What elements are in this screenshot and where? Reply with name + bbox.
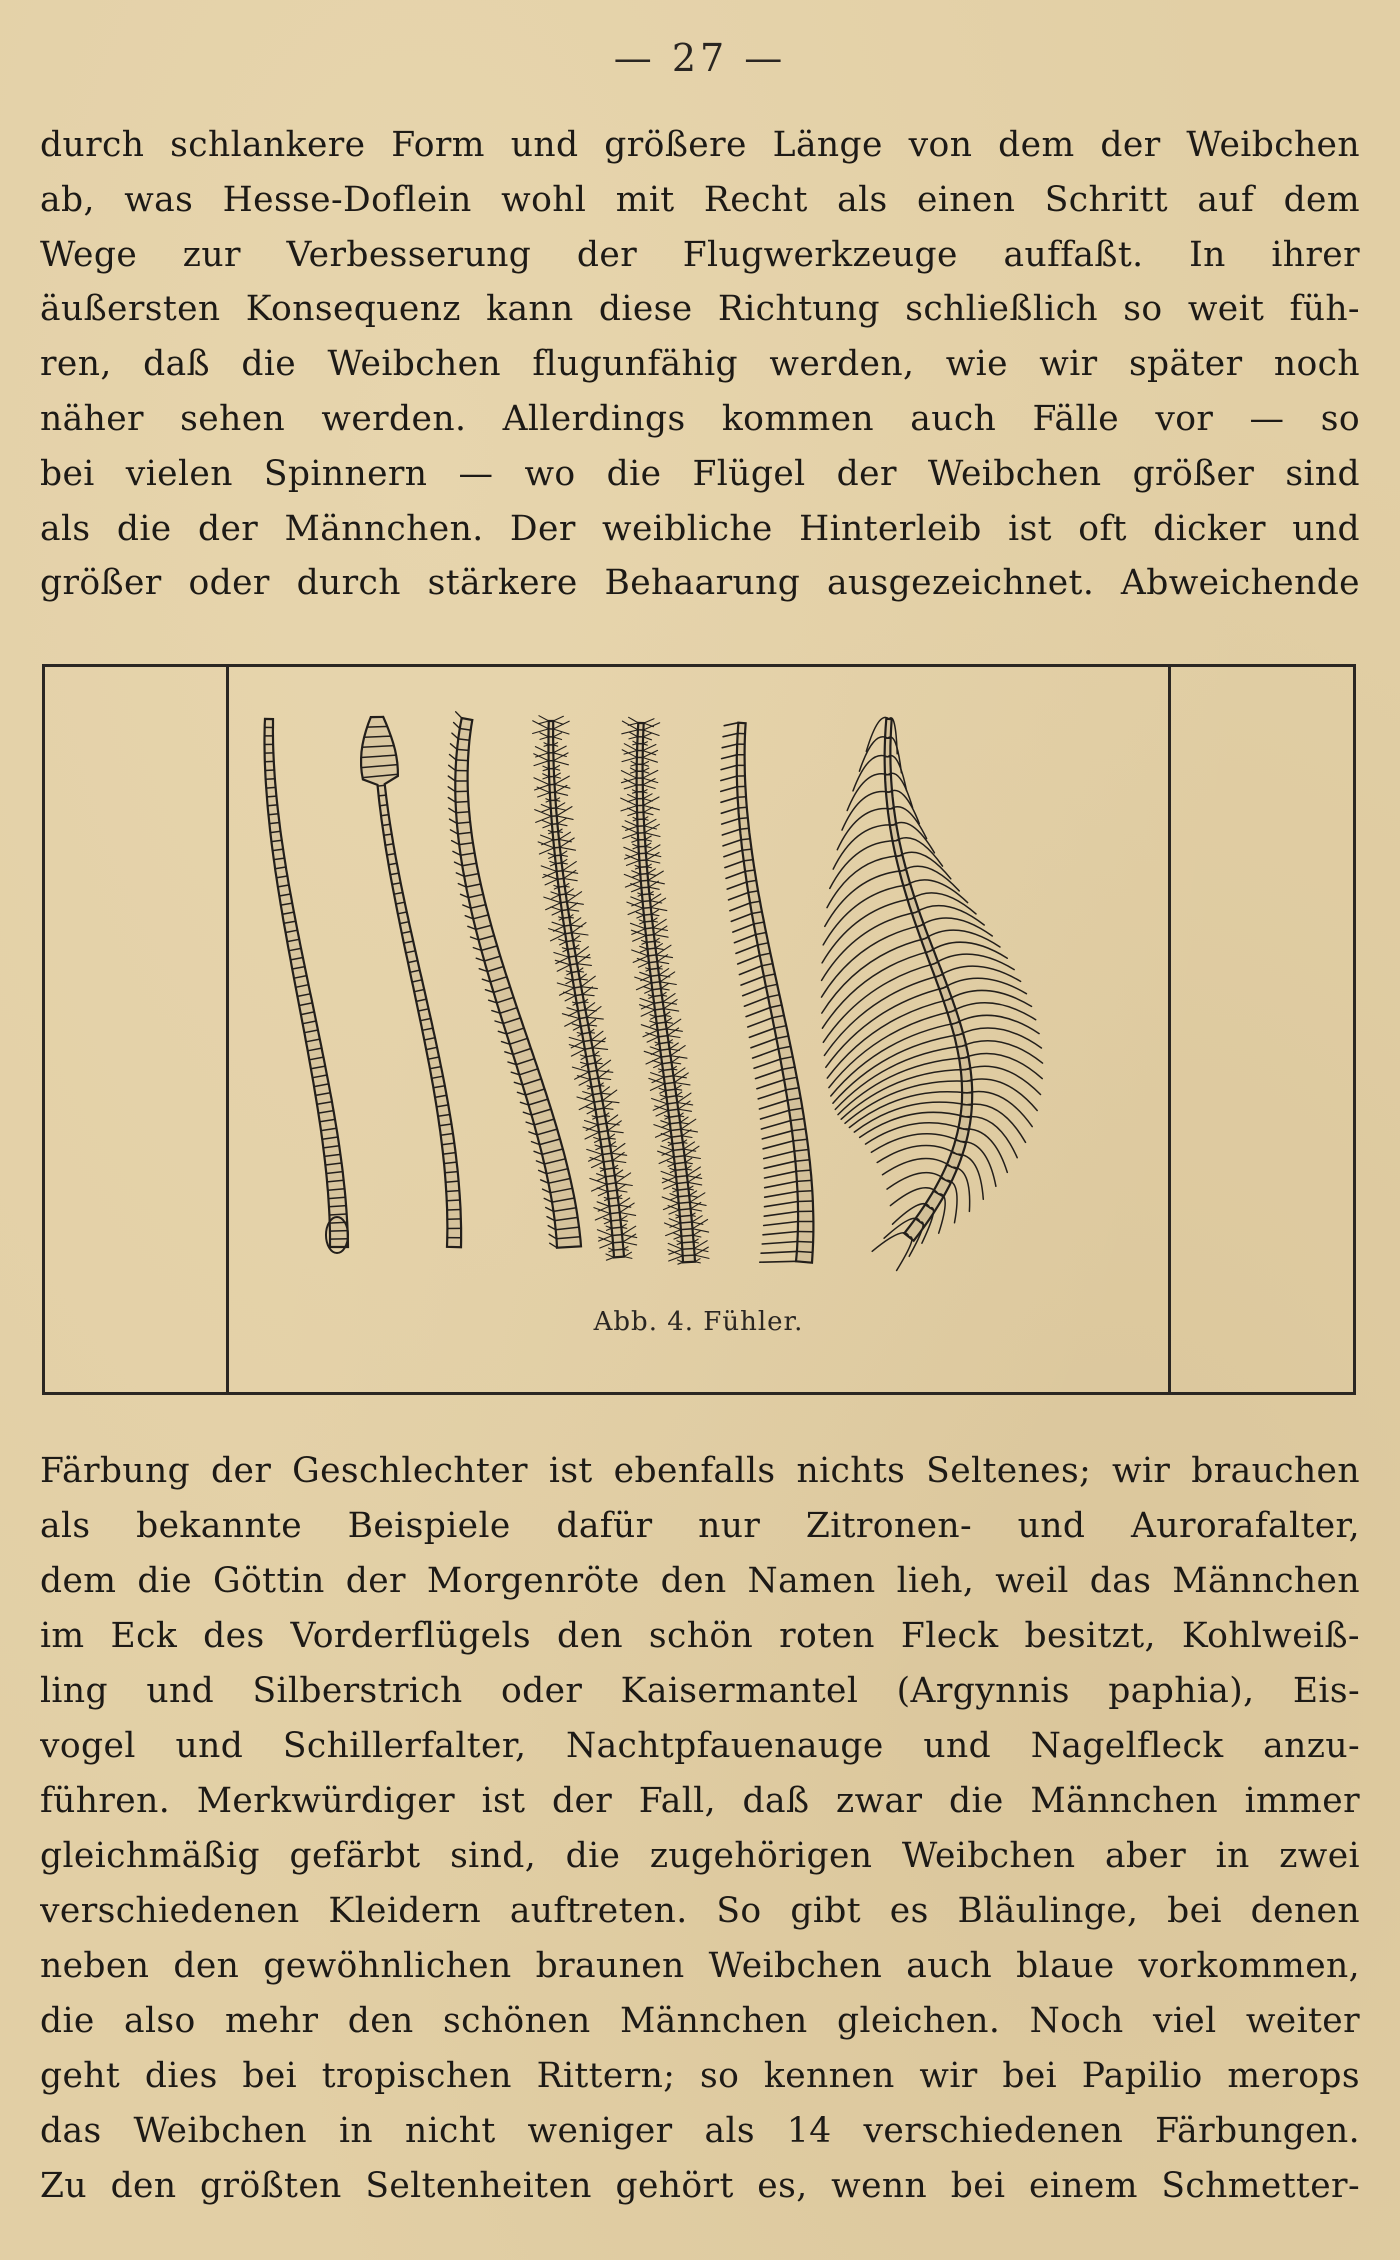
text-line: Färbung der Geschlechter ist ebenfalls nichts Seltenes; wir brauchen — [40, 1451, 1360, 1491]
antenna-pectinate — [721, 723, 814, 1263]
text-line: äußersten Konsequenz kann diese Richtung schließlich so weit füh- — [40, 289, 1360, 330]
text-line: das Weibchen in nicht weniger als 14 verschiedenen Färbungen. — [40, 2111, 1360, 2151]
figure-caption: Abb. 4. Fühler. — [593, 1307, 804, 1337]
paragraph-top — [40, 118, 1360, 611]
text-line: ab, was Hesse-Doflein wohl mit Recht als einen Schritt auf dem — [40, 179, 1360, 220]
text-line: Zu den größten Seltenheiten gehört es, wenn bei einem Schmetter- — [40, 2166, 1360, 2206]
antenna-serrate — [448, 712, 581, 1248]
text-line: im Eck des Vorderflügels den schön roten Fleck besitzt, Kohlweiß- — [40, 1616, 1360, 1656]
text-line: die also mehr den schönen Männchen gleichen. Noch viel weiter — [40, 2001, 1360, 2041]
figure-frame — [42, 664, 1356, 1395]
text-line: als bekannte Beispiele dafür nur Zitronen- und Aurorafalter, — [40, 1506, 1360, 1546]
text-line: neben den gewöhnlichen braunen Weibchen auch blaue vorkommen, — [40, 1946, 1360, 1986]
text-line: gleichmäßig gefärbt sind, die zugehörigen Weibchen aber in zwei — [40, 1836, 1360, 1876]
text-line: ling und Silberstrich oder Kaisermantel (Argynnis paphia), Eis- — [40, 1671, 1360, 1711]
text-line: dem die Göttin der Morgenröte den Namen lieh, weil das Männchen — [40, 1561, 1360, 1601]
text-line: verschiedenen Kleidern auftreten. So gibt es Bläulinge, bei denen — [40, 1891, 1360, 1931]
text-line: geht dies bei tropischen Rittern; so kennen wir bei Papilio merops — [40, 2056, 1360, 2096]
text-line: näher sehen werden. Allerdings kommen auch Fälle vor — so — [40, 398, 1360, 439]
text-line: vogel und Schillerfalter, Nachtpfauenauge und Nagelfleck anzu- — [40, 1726, 1360, 1766]
text-line: ren, daß die Weibchen flugunfähig werden, wie wir später noch — [40, 344, 1360, 385]
text-line: bei vielen Spinnern — wo die Flügel der Weibchen größer sind — [40, 453, 1360, 494]
text-line: als die der Männchen. Der weibliche Hinterleib ist oft dicker und — [40, 508, 1360, 549]
antenna-setose — [621, 717, 709, 1264]
text-line: größer oder durch stärkere Behaarung ausgezeichnet. Abweichende — [40, 563, 1360, 604]
paragraph-bottom — [40, 1444, 1360, 2214]
text-line: Wege zur Verbesserung der Flugwerkzeuge auffaßt. In ihrer — [40, 234, 1360, 275]
antenna-bipectinate — [822, 717, 1043, 1270]
antennae-illustration — [229, 667, 1168, 1392]
page-number: — 27 — — [613, 36, 787, 80]
antenna-clubbed — [361, 717, 461, 1247]
antenna-filiform — [265, 719, 349, 1253]
text-line: durch schlankere Form und größere Länge von dem der Weibchen — [40, 125, 1360, 165]
text-line: führen. Merkwürdiger ist der Fall, daß zwar die Männchen immer — [40, 1781, 1360, 1821]
figure-inner-panel — [226, 667, 1171, 1392]
